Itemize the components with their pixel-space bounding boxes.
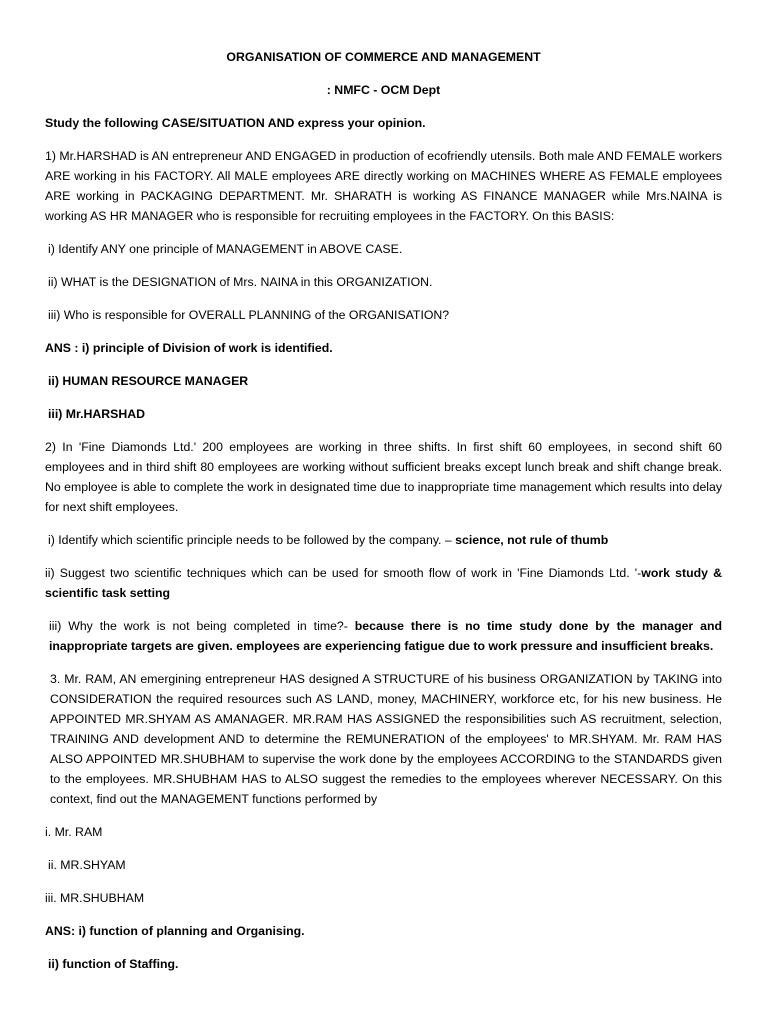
- case2-text: 2) In 'Fine Diamonds Ltd.' 200 employees are working in three shifts. In first shift 60 employees, in second shift 60 employees and in third shift 80 employees are working without sufficient breaks except lunch break and shift change break. No employee is able to complete the work in designated time due to inappropriate time management which results into delay for next shift employees.: [45, 440, 722, 514]
- case2-question-3: [45, 616, 722, 656]
- case2-answer-2: work study & scientific task setting: [45, 566, 722, 600]
- case2-question-3-text: iii) Why the work is not being completed in time?-: [49, 619, 355, 633]
- case1-answer-1: ANS : i) principle of Division of work is identified.: [45, 341, 333, 355]
- document-title: ORGANISATION OF COMMERCE AND MANAGEMENT: [226, 50, 541, 64]
- case3-question-1: i. Mr. RAM: [45, 825, 103, 839]
- case1-question-1: i) Identify ANY one principle of MANAGEMENT in ABOVE CASE.: [48, 242, 403, 256]
- case2-answer-3: because there is no time study done by the manager and inappropriate targets are given. employees are experiencing fatigue due to work pressure and insufficient breaks.: [49, 619, 722, 653]
- instruction-text: Study the following CASE/SITUATION AND express your opinion.: [45, 116, 426, 130]
- case1-answer-3: iii) Mr.HARSHAD: [48, 407, 146, 421]
- case3-question-2: ii. MR.SHYAM: [48, 858, 126, 872]
- document-subtitle: : NMFC - OCM Dept: [326, 83, 441, 97]
- case2-question-1: [45, 530, 722, 550]
- case3-text: 3. Mr. RAM, AN emergining entrepreneur HAS designed A STRUCTURE of his business ORGANIZATION by TAKING into CONSIDERATION the required resources such AS LAND, money, MACHINERY, workforce etc, for his new business. He APPOINTED MR.SHYAM AS AMANAGER. MR.RAM HAS ASSIGNED the responsibilities such AS recruitment, selection, TRAINING AND development AND to determine the REMUNERATION of the employees' to MR.SHYAM. Mr. RAM HAS ALSO APPOINTED MR.SHUBHAM to supervise the work done by the employees ACCORDING to the STANDARDS given to the employees. MR.SHUBHAM HAS to ALSO suggest the remedies to the employees wherever NECESSARY. On this context, find out the MANAGEMENT functions performed by: [50, 672, 722, 806]
- case1-answer-2: ii) HUMAN RESOURCE MANAGER: [48, 374, 249, 388]
- case1-question-3: iii) Who is responsible for OVERALL PLANNING of the ORGANISATION?: [48, 308, 450, 322]
- case2-question-2: [45, 563, 722, 603]
- case3-answer-1: ANS: i) function of planning and Organising.: [45, 924, 305, 938]
- case3-question-3: iii. MR.SHUBHAM: [45, 891, 145, 905]
- case2-question-2-text: ii) Suggest two scientific techniques which can be used for smooth flow of work in 'Fine Diamonds Ltd. '-: [45, 566, 642, 580]
- case2-answer-1: science, not rule of thumb: [455, 533, 609, 547]
- case2-question-1-text: i) Identify which scientific principle needs to be followed by the company. –: [48, 533, 456, 547]
- document-page: [45, 47, 722, 974]
- case1-question-2: ii) WHAT is the DESIGNATION of Mrs. NAINA in this ORGANIZATION.: [48, 275, 433, 289]
- case3-answer-2: ii) function of Staffing.: [48, 957, 179, 971]
- case1-text: 1) Mr.HARSHAD is AN entrepreneur AND ENGAGED in production of ecofriendly utensils. Both male AND FEMALE workers ARE working in his FACTORY. All MALE employees ARE directly working on MACHINES WHERE AS FEMALE employees ARE working in PACKAGING DEPARTMENT. Mr. SHARATH is working AS FINANCE MANAGER while Mrs.NAINA is working AS HR MANAGER who is responsible for recruiting employees in the FACTORY. On this BASIS:: [45, 149, 722, 223]
